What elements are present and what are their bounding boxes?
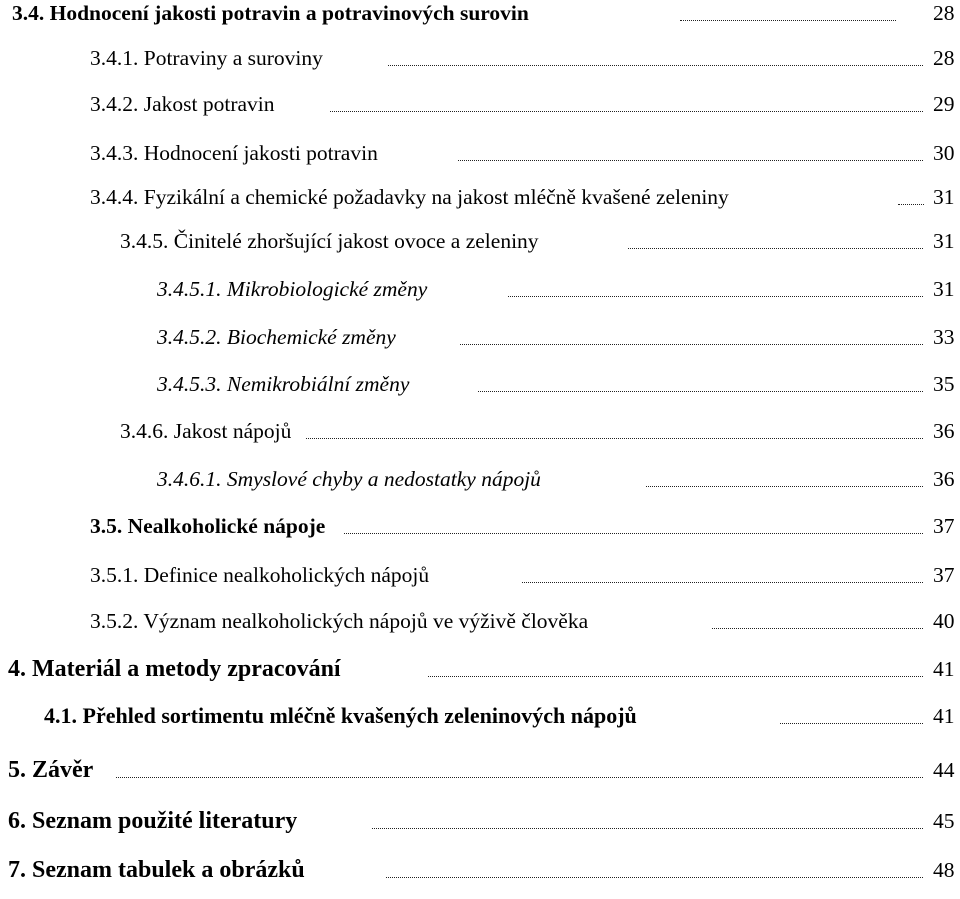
toc-title: Jakost potravin — [143, 92, 275, 116]
toc-number: 3.4.5.2. — [157, 325, 222, 349]
toc-number: 3.4.5.3. — [157, 372, 222, 396]
toc-number: 4.1. — [44, 703, 77, 728]
toc-page-number: 31 — [933, 229, 955, 253]
toc-page-number: 33 — [933, 325, 955, 349]
toc-entry-3-4-5-1[interactable] — [0, 274, 960, 318]
toc-title: Smyslové chyby a nedostatky nápojů — [226, 467, 541, 491]
toc-entry-3-5[interactable] — [0, 511, 960, 555]
toc-page-number: 36 — [933, 419, 955, 443]
toc-title: Význam nealkoholických nápojů ve výživě člověka — [143, 609, 589, 633]
toc-entry-3-4-4[interactable] — [0, 182, 960, 226]
toc-number: 3.4.6. — [120, 419, 169, 443]
toc-number: 3.4.3. — [90, 141, 139, 165]
toc-title: Nemikrobiální změny — [226, 372, 410, 396]
toc-page-number: 29 — [933, 92, 955, 116]
toc-page-number: 28 — [933, 1, 955, 25]
toc-leader — [898, 182, 924, 205]
toc-title: Mikrobiologické změny — [226, 277, 428, 301]
toc-entry-3-5-1[interactable] — [0, 560, 960, 604]
toc-page-number: 48 — [933, 858, 955, 882]
toc-leader — [306, 416, 923, 439]
toc-leader — [460, 322, 923, 345]
toc-number: 6. — [8, 808, 26, 834]
toc-leader — [712, 606, 923, 629]
toc-entry-3-5-2[interactable] — [0, 606, 960, 650]
toc-page-number: 35 — [933, 372, 955, 396]
toc-leader — [780, 701, 923, 724]
toc-title: Materiál a metody zpracování — [32, 656, 341, 682]
toc-title: Přehled sortimentu mléčně kvašených zeleninových nápojů — [82, 703, 637, 728]
toc-number: 3.5.2. — [90, 609, 139, 633]
toc-number: 3.4. — [12, 1, 45, 25]
toc-title: Činitelé zhoršující jakost ovoce a zeleniny — [173, 229, 539, 253]
toc-number: 7. — [8, 857, 26, 883]
toc-leader — [508, 274, 923, 297]
toc-leader — [680, 0, 896, 21]
toc-number: 4. — [8, 656, 26, 682]
toc-page-number: 28 — [933, 46, 955, 70]
toc-title: Hodnocení jakosti potravin a potravinových surovin — [49, 1, 529, 25]
toc-title: Biochemické změny — [226, 325, 396, 349]
toc-entry-3-4-5-2[interactable] — [0, 322, 960, 366]
toc-page-number: 41 — [933, 657, 955, 681]
toc-entry-3-4-1[interactable] — [0, 43, 960, 87]
toc-leader — [116, 755, 923, 778]
toc-page-number: 31 — [933, 185, 955, 209]
toc-leader — [428, 654, 923, 677]
toc-leader — [646, 464, 923, 487]
toc-page-number: 37 — [933, 514, 955, 538]
toc-page-number: 30 — [933, 141, 955, 165]
toc-entry-6[interactable] — [0, 806, 960, 850]
toc-number: 3.5. — [90, 514, 123, 538]
toc-number: 3.4.5. — [120, 229, 169, 253]
toc-title: Fyzikální a chemické požadavky na jakost mléčně kvašené zeleniny — [143, 185, 729, 209]
toc-leader — [372, 806, 923, 829]
toc-number: 3.4.5.1. — [157, 277, 222, 301]
toc-title: Jakost nápojů — [173, 419, 292, 443]
toc-leader — [330, 89, 923, 112]
toc-page-number: 41 — [933, 704, 955, 728]
toc-leader — [386, 855, 923, 878]
toc-entry-5[interactable] — [0, 755, 960, 799]
toc-entry-3-4-6[interactable] — [0, 416, 960, 460]
toc-title: Seznam použité literatury — [32, 808, 298, 834]
toc-entry-4-1[interactable] — [0, 701, 960, 745]
toc-entry-3-4-3[interactable] — [0, 138, 960, 182]
toc-entry-3-4-5-3[interactable] — [0, 369, 960, 413]
toc-entry-7[interactable] — [0, 855, 960, 899]
toc-page-number: 37 — [933, 563, 955, 587]
toc-title: Seznam tabulek a obrázků — [32, 857, 305, 883]
toc-title: Nealkoholické nápoje — [127, 514, 326, 538]
toc-leader — [388, 43, 923, 66]
toc-entry-3-4-5[interactable] — [0, 226, 960, 270]
toc-page-number: 44 — [933, 758, 955, 782]
toc-title: Hodnocení jakosti potravin — [143, 141, 378, 165]
toc-entry-3-4-6-1[interactable] — [0, 464, 960, 508]
toc-entry-3-4[interactable] — [0, 0, 960, 42]
toc-number: 3.4.2. — [90, 92, 139, 116]
toc-title: Závěr — [32, 757, 94, 783]
toc-number: 3.4.4. — [90, 185, 139, 209]
toc-page-number: 45 — [933, 809, 955, 833]
toc-page-number: 31 — [933, 277, 955, 301]
toc-entry-3-4-2[interactable] — [0, 89, 960, 133]
toc-leader — [628, 226, 923, 249]
toc-number: 5. — [8, 757, 26, 783]
toc-page-number: 40 — [933, 609, 955, 633]
toc-number: 3.4.6.1. — [157, 467, 222, 491]
toc-entry-4[interactable] — [0, 654, 960, 698]
toc-title: Definice nealkoholických nápojů — [143, 563, 430, 587]
toc-number: 3.5.1. — [90, 563, 139, 587]
toc-title: Potraviny a suroviny — [143, 46, 323, 70]
toc-page-number: 36 — [933, 467, 955, 491]
toc-leader — [522, 560, 923, 583]
toc-leader — [344, 511, 923, 534]
toc-number: 3.4.1. — [90, 46, 139, 70]
toc-leader — [478, 369, 923, 392]
toc-leader — [458, 138, 923, 161]
